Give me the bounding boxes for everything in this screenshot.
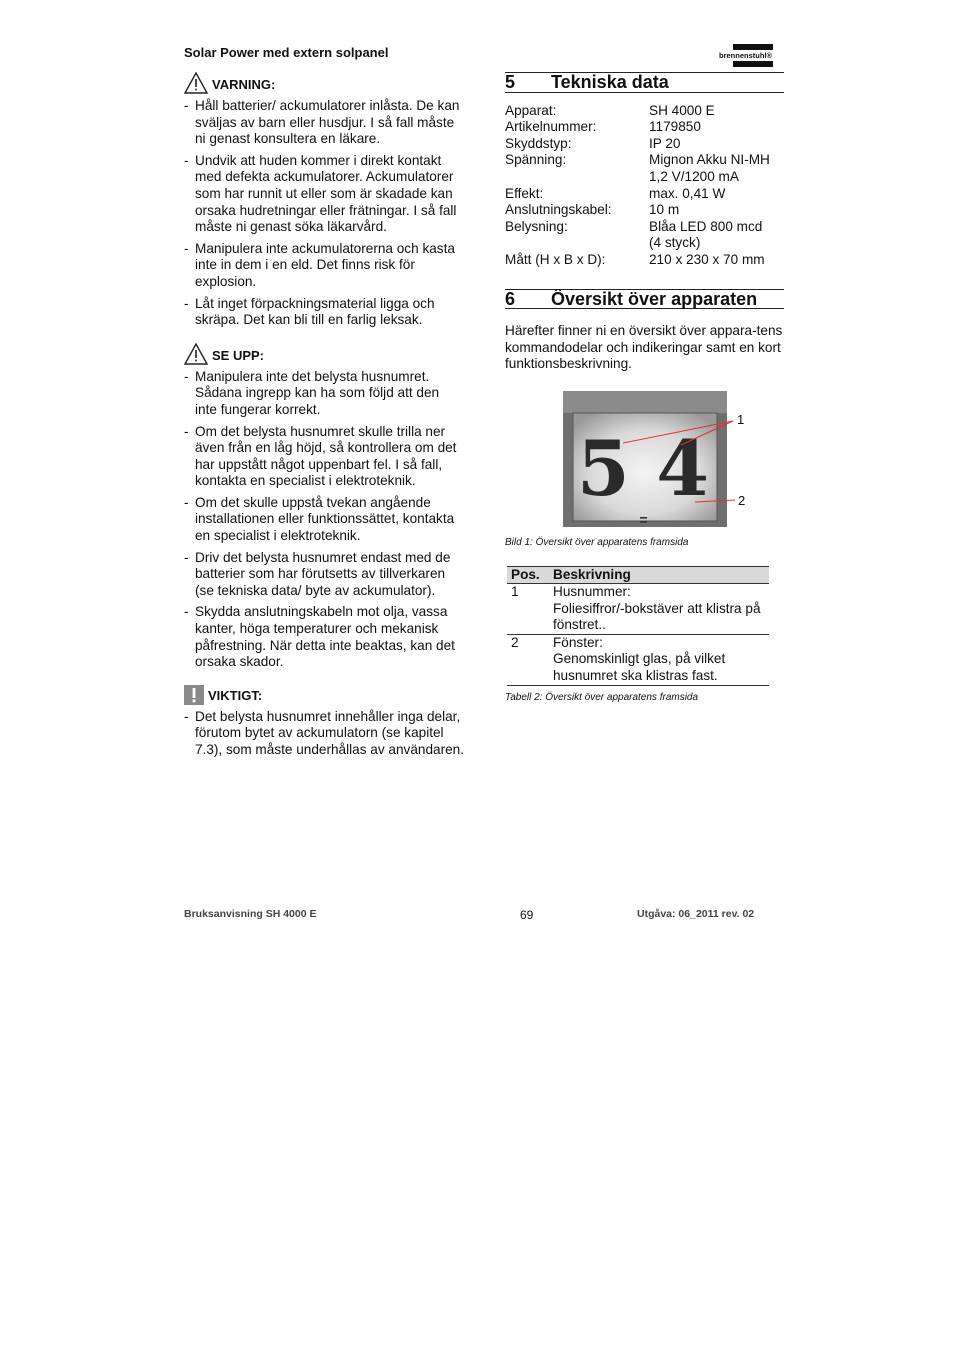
section-number: 5 bbox=[505, 72, 516, 92]
table-row bbox=[505, 169, 784, 186]
list-item: - Driv det belysta husnumret endast med de batterier som har förutsetts av tillverkaren (se tekniska data/ byte av ackumulator). bbox=[184, 550, 464, 600]
warning-list bbox=[184, 98, 464, 329]
list-item: - Låt inget förpackningsmaterial ligga och skräpa. Det kan bli till en farlig leksak. bbox=[184, 296, 464, 329]
table-row bbox=[505, 103, 784, 120]
section-6-heading bbox=[505, 289, 784, 310]
table-row bbox=[505, 119, 784, 136]
section-6-intro: Härefter finner ni en översikt över appara-tens kommandodelar och indikeringar samt en kort funktionsbeskrivning. bbox=[505, 323, 783, 372]
table-row bbox=[505, 252, 784, 269]
house-number-digits: 5 4 bbox=[576, 423, 710, 513]
description-cell bbox=[549, 584, 769, 635]
important-label: VIKTIGT: bbox=[208, 688, 263, 704]
description-text: Genomskinligt glas, på vilket husnumret ska klistras fast. bbox=[553, 651, 726, 684]
pos-cell: 2 bbox=[507, 634, 549, 685]
important-list bbox=[184, 709, 464, 759]
spec-key: Mått (H x B x D): bbox=[505, 251, 606, 267]
list-item: - Om det belysta husnumret skulle trilla ner även från en låg höjd, så kontrollera om det har uppstått något uppenbart fel. I så fall, kontakta en specialist i elektroteknik. bbox=[184, 424, 464, 490]
spec-key bbox=[505, 169, 649, 186]
running-header: Solar Power med extern solpanel bbox=[184, 45, 389, 60]
right-column bbox=[505, 72, 784, 706]
logo-bar-top bbox=[733, 44, 773, 50]
section-number: 6 bbox=[505, 288, 516, 309]
warning-notice bbox=[184, 72, 464, 94]
callout-1: 1 bbox=[737, 411, 745, 427]
description-text: Foliesiffror/-bokstäver att klistra på fönstret.. bbox=[553, 600, 761, 633]
left-column bbox=[184, 72, 464, 773]
description-table bbox=[507, 566, 769, 686]
footer-left: Bruksanvisning SH 4000 E bbox=[184, 908, 317, 920]
spec-value: IP 20 bbox=[649, 135, 681, 151]
list-item: - Manipulera inte det belysta husnumret. Sådana ingrepp kan ha som följd att den inte fungerar korrekt. bbox=[184, 369, 464, 419]
section-title: Översikt över apparaten bbox=[551, 288, 758, 309]
table-row bbox=[505, 235, 784, 252]
spec-key: Artikelnummer: bbox=[505, 119, 597, 135]
spec-value: SH 4000 E bbox=[649, 102, 715, 118]
figure-caption: Bild 1: Översikt över apparatens framsida bbox=[505, 536, 689, 548]
spec-value: 1179850 bbox=[649, 119, 701, 135]
spec-key: Belysning: bbox=[505, 218, 568, 234]
table-header-row bbox=[507, 566, 769, 584]
logo-bar-bottom bbox=[733, 61, 773, 67]
spec-table bbox=[505, 103, 784, 269]
callout-2: 2 bbox=[738, 492, 746, 508]
brand-logo bbox=[719, 44, 783, 67]
spec-value: max. 0,41 W bbox=[649, 185, 726, 201]
footer-right: Utgåva: 06_2011 rev. 02 bbox=[637, 908, 755, 920]
spec-key: Spänning: bbox=[505, 152, 567, 168]
spec-value: Mignon Akku NI-MH bbox=[649, 152, 770, 168]
table-row bbox=[505, 186, 784, 203]
spec-value: (4 styck) bbox=[649, 235, 701, 251]
caution-label: SE UPP: bbox=[212, 348, 265, 364]
spec-value: 10 m bbox=[649, 202, 680, 218]
description-cell bbox=[549, 634, 769, 685]
important-notice bbox=[184, 685, 464, 705]
list-item: - Om det skulle uppstå tvekan angående installationen eller funktionssättet, kontakta en specialist i elektroteknik. bbox=[184, 495, 464, 545]
spec-key: Anslutningskabel: bbox=[505, 202, 612, 218]
spec-value: Blåa LED 800 mcd bbox=[649, 218, 763, 234]
warning-triangle-icon bbox=[184, 343, 208, 365]
spec-value: 210 x 230 x 70 mm bbox=[649, 251, 765, 267]
spec-key: Skyddstyp: bbox=[505, 135, 572, 151]
table-row bbox=[507, 634, 769, 685]
pos-cell: 1 bbox=[507, 584, 549, 635]
warning-triangle-icon bbox=[184, 72, 208, 94]
list-item: - Manipulera inte ackumulatorerna och kasta inte in dem i en eld. Det finns risk för explosion. bbox=[184, 241, 464, 291]
spec-key: Effekt: bbox=[505, 185, 544, 201]
device-figure bbox=[563, 391, 763, 529]
list-item: - Undvik att huden kommer i direkt kontakt med defekta ackumulatorer. Ackumulatorer som har runnit ut eller som är skadade kan orsaka hudretningar eller frätningar. I så fall måste ni genast söka läkarvård. bbox=[184, 153, 464, 236]
table-row bbox=[507, 584, 769, 635]
caution-notice bbox=[184, 343, 464, 365]
table-row bbox=[505, 152, 784, 169]
warning-label: VARNING: bbox=[212, 77, 276, 93]
header-pos: Pos. bbox=[507, 566, 549, 584]
header-description: Beskrivning bbox=[549, 566, 769, 584]
list-item: - Det belysta husnumret innehåller inga delar, förutom bytet av ackumulatorn (se kapitel 7.3), som måste underhållas av användaren. bbox=[184, 709, 464, 759]
page-number: 69 bbox=[520, 908, 534, 922]
spec-key bbox=[505, 235, 649, 252]
spec-value: 1,2 V/1200 mA bbox=[649, 168, 739, 184]
list-item: - Skydda anslutningskabeln mot olja, vassa kanter, höga temperaturer och mekanisk påfrestning. När detta inte beaktas, kan det orsaka skador. bbox=[184, 604, 464, 670]
list-item: - Håll batterier/ ackumulatorer inlåsta. De kan sväljas av barn eller husdjur. I så fall måste ni genast konsultera en läkare. bbox=[184, 98, 464, 148]
table-row bbox=[505, 219, 784, 236]
table-row bbox=[505, 136, 784, 153]
description-title: Husnummer: bbox=[553, 584, 631, 600]
table-caption: Tabell 2: Översikt över apparatens framsida bbox=[505, 691, 699, 703]
exclamation-icon bbox=[184, 685, 204, 705]
description-title: Fönster: bbox=[553, 634, 603, 650]
table-row bbox=[505, 202, 784, 219]
section-5-heading bbox=[505, 72, 784, 93]
section-title: Tekniska data bbox=[551, 72, 669, 92]
house-number-illustration bbox=[563, 391, 763, 529]
spec-key: Apparat: bbox=[505, 102, 557, 118]
logo-text: brennenstuhl® bbox=[719, 51, 773, 60]
caution-list bbox=[184, 369, 464, 671]
